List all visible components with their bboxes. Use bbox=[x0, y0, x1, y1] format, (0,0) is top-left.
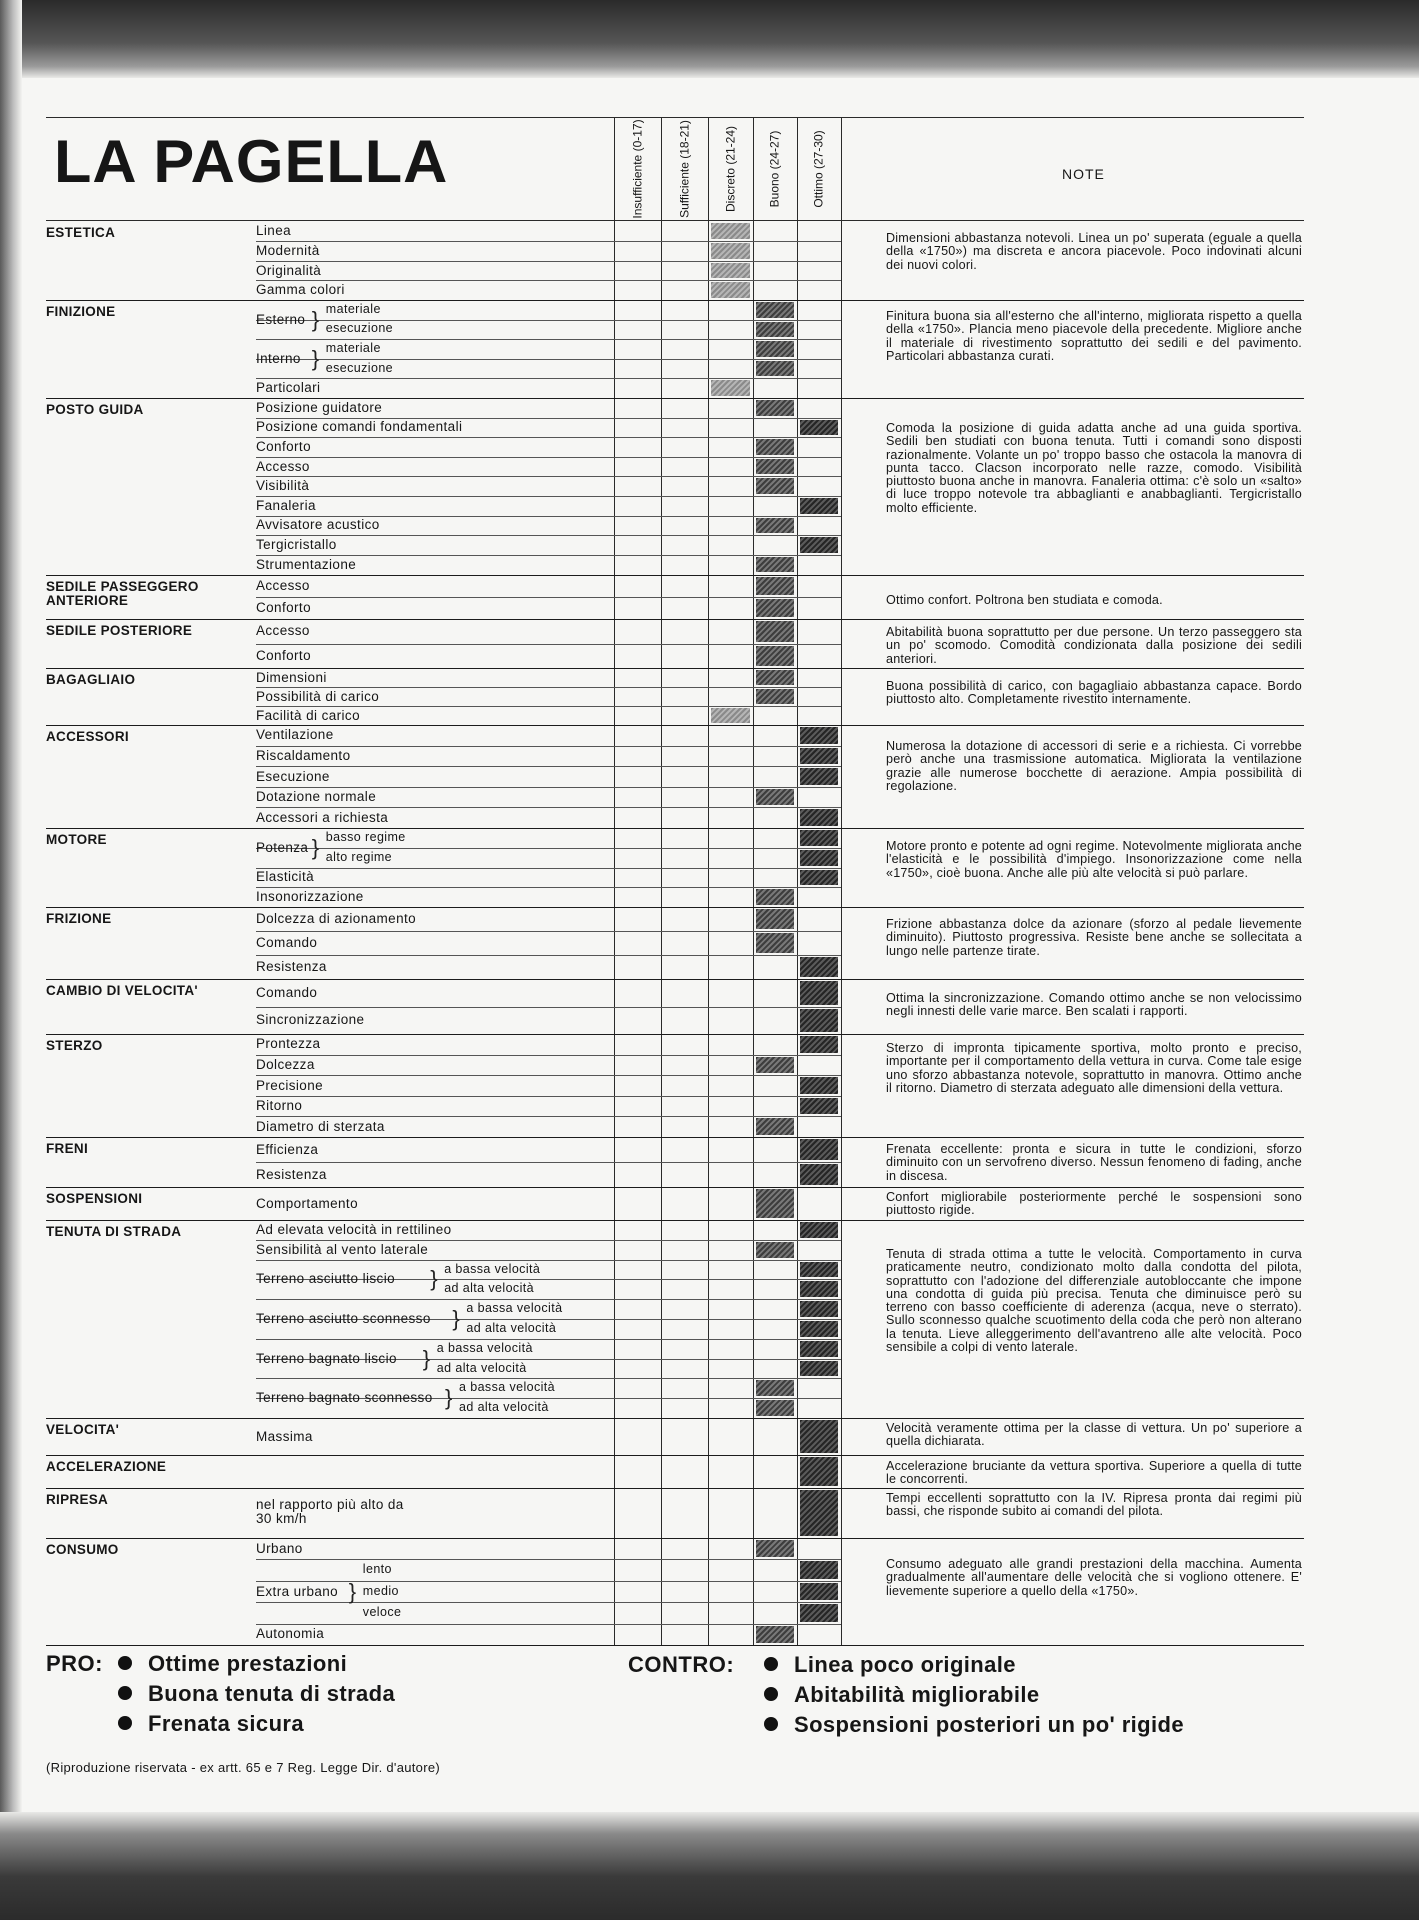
score-bar bbox=[756, 909, 794, 929]
contro-item: Abitabilità migliorabile bbox=[764, 1682, 1040, 1708]
item-label: Accesso bbox=[256, 623, 310, 639]
item-label: esecuzione bbox=[325, 321, 394, 336]
group-label: Potenza bbox=[256, 839, 309, 855]
group-label: Terreno bagnato sconnesso bbox=[256, 1390, 433, 1406]
score-bar bbox=[756, 439, 794, 455]
section-rule bbox=[46, 1455, 1304, 1456]
score-bar bbox=[756, 557, 794, 573]
item-label: Insonorizzazione bbox=[256, 889, 364, 905]
category-label: CONSUMO bbox=[46, 1542, 119, 1557]
score-bar bbox=[756, 322, 794, 338]
score-bar bbox=[800, 1301, 838, 1317]
item-label: Accesso bbox=[256, 578, 310, 593]
section-note: Ottima la sincronizzazione. Comando ottimo anche se non velocissimo negli innesti delle varie marce. Ben scalati i rapporti. bbox=[886, 991, 1302, 1019]
item-label: Comando bbox=[256, 935, 318, 950]
item-label: ad alta velocità bbox=[444, 1281, 534, 1296]
bullet-icon bbox=[118, 1716, 132, 1730]
category-label: ESTETICA bbox=[46, 225, 116, 240]
score-bar bbox=[756, 400, 794, 416]
row-rule bbox=[256, 241, 841, 242]
section-note: Comoda la posizione di guida adatta anche ad una guida sportiva. Sedili ben studiati con buona tenuta. Tutti i comandi sono disposti razionalmente. Volante un po' troppo basso che ostacola la manovra di punta tacco. Clacson incorporato nelle razze, comodo. Visibilità piuttosto buona anche in manovra. Fanaleria ottima: c'è solo un «salto» di luce troppo notevole tra abbaglianti e anabbaglianti. Tergicristallo molto efficiente. bbox=[886, 421, 1302, 515]
section-note: Dimensioni abbastanza notevoli. Linea un po' superata (eguale a quella della «1750») ma discreta e ancora piacevole. Poco indovinati alcuni dei nuovi colori. bbox=[886, 231, 1302, 272]
item-label: basso regime bbox=[325, 829, 406, 844]
category-label: VELOCITA' bbox=[46, 1422, 120, 1437]
category-label: FRIZIONE bbox=[46, 911, 112, 926]
score-bar bbox=[800, 1604, 838, 1621]
score-bar bbox=[800, 957, 838, 977]
section-rule bbox=[46, 1488, 1304, 1489]
category-label: FRENI bbox=[46, 1141, 88, 1156]
section-rule bbox=[46, 575, 1304, 576]
group-label: Interno bbox=[256, 350, 301, 366]
row-rule bbox=[256, 1602, 841, 1603]
score-bar bbox=[756, 1400, 794, 1416]
section-rule bbox=[46, 1137, 1304, 1138]
score-bar bbox=[800, 870, 838, 886]
score-bar bbox=[800, 1222, 838, 1238]
pro-item: Buona tenuta di strada bbox=[118, 1681, 395, 1707]
item-label: a bassa velocità bbox=[444, 1261, 541, 1276]
group-label: Terreno asciutto liscio bbox=[256, 1271, 396, 1287]
column-header-label: Sufficiente (18-21) bbox=[677, 120, 691, 218]
score-bar bbox=[756, 361, 794, 377]
row-rule bbox=[256, 787, 841, 788]
item-label: a bassa velocità bbox=[466, 1301, 563, 1316]
row-rule bbox=[256, 868, 841, 869]
score-bar bbox=[756, 341, 794, 357]
score-bar bbox=[800, 498, 838, 514]
category-label: POSTO GUIDA bbox=[46, 402, 144, 417]
grid-line-vertical bbox=[797, 117, 798, 1645]
item-label: esecuzione bbox=[325, 360, 394, 375]
row-rule bbox=[256, 746, 841, 747]
item-label: lento bbox=[362, 1562, 392, 1577]
row-rule bbox=[256, 437, 841, 438]
row-rule bbox=[256, 1162, 841, 1163]
column-header bbox=[661, 118, 708, 220]
score-bar bbox=[800, 1281, 838, 1297]
group-label: Terreno asciutto sconnesso bbox=[256, 1311, 431, 1326]
category-label: BAGAGLIAIO bbox=[46, 672, 136, 687]
bullet-icon bbox=[118, 1686, 132, 1700]
score-bar bbox=[800, 1583, 838, 1600]
score-bar bbox=[711, 708, 750, 723]
score-bar bbox=[756, 302, 794, 318]
scan-edge-bottom bbox=[0, 1812, 1419, 1920]
section-note: Motore pronto e potente ad ogni regime. Notevolmente migliorata anche l'elasticità e le possibilità d'impiego. Insonorizzazione come nella «1750», cioè buona. Anche alle più alte velocità si può parlare. bbox=[886, 839, 1302, 880]
row-rule bbox=[256, 706, 841, 707]
score-bar bbox=[800, 1420, 838, 1453]
item-label: alto regime bbox=[325, 849, 393, 864]
item-label: ad alta velocità bbox=[459, 1400, 549, 1415]
score-bar bbox=[756, 689, 794, 704]
category-label: SEDILE PASSEGGERO ANTERIORE bbox=[46, 579, 199, 608]
score-bar bbox=[800, 420, 838, 436]
item-label: Ad elevata velocità in rettilineo bbox=[256, 1221, 452, 1237]
page-title: LA PAGELLA bbox=[54, 128, 449, 195]
brace-icon: } bbox=[348, 1578, 357, 1604]
bullet-icon bbox=[764, 1657, 778, 1671]
item-label: Massima bbox=[256, 1428, 313, 1444]
grid-line-vertical bbox=[708, 117, 709, 1645]
header-rule bbox=[46, 220, 1304, 221]
item-label: materiale bbox=[325, 301, 381, 316]
item-label: Ritorno bbox=[256, 1098, 303, 1114]
row-rule bbox=[256, 280, 841, 281]
score-bar bbox=[800, 830, 838, 846]
score-bar bbox=[800, 981, 838, 1005]
score-bar bbox=[756, 621, 794, 642]
bullet-icon bbox=[764, 1687, 778, 1701]
item-label: Comando bbox=[256, 984, 318, 1000]
row-rule bbox=[256, 766, 841, 767]
item-label: materiale bbox=[325, 341, 381, 355]
score-bar bbox=[800, 1262, 838, 1278]
column-header bbox=[797, 118, 841, 220]
item-label: Efficienza bbox=[256, 1141, 319, 1157]
row-rule bbox=[256, 807, 841, 808]
grid-line-vertical bbox=[614, 117, 615, 1645]
item-label: Gamma colori bbox=[256, 282, 345, 298]
column-header bbox=[614, 118, 661, 220]
item-label: Elasticità bbox=[256, 869, 315, 885]
score-bar bbox=[756, 577, 794, 595]
row-rule bbox=[256, 848, 841, 849]
section-rule bbox=[46, 1220, 1304, 1221]
score-bar bbox=[800, 727, 838, 744]
column-header-label: Buono (24-27) bbox=[767, 130, 782, 208]
row-rule bbox=[256, 555, 841, 556]
scan-edge-left bbox=[0, 0, 22, 1920]
row-rule bbox=[256, 1378, 841, 1379]
item-label: Dimensioni bbox=[256, 669, 327, 685]
item-label: ad alta velocità bbox=[436, 1360, 527, 1375]
score-bar bbox=[756, 1626, 794, 1643]
section-note: Abitabilità buona soprattutto per due persone. Un terzo passeggero sta un po' scomodo. Comodità condizionata dalla posizione dei sedili anteriori. bbox=[886, 625, 1302, 666]
column-header-label: Ottimo (27-30) bbox=[811, 130, 826, 208]
category-label: ACCELERAZIONE bbox=[46, 1459, 167, 1474]
item-label: Possibilità di carico bbox=[256, 688, 380, 704]
score-bar bbox=[756, 1118, 794, 1135]
score-bar bbox=[800, 1077, 838, 1094]
score-bar bbox=[756, 889, 794, 905]
row-rule bbox=[256, 359, 841, 360]
category-label: MOTORE bbox=[46, 832, 107, 847]
row-rule bbox=[256, 955, 841, 956]
brace-icon: } bbox=[422, 1345, 431, 1371]
category-label: CAMBIO DI VELOCITA' bbox=[46, 983, 198, 998]
score-bar bbox=[800, 1321, 838, 1337]
item-label: Facilità di carico bbox=[256, 707, 360, 723]
score-bar bbox=[711, 263, 750, 279]
section-note: Frenata eccellente: pronta e sicura in tutte le condizioni, sforzo diminuito con un servofreno diverso. Nessun fenomeno di fading, anche in discesa. bbox=[886, 1142, 1302, 1183]
item-label: ad alta velocità bbox=[466, 1320, 557, 1335]
item-label: Prontezza bbox=[256, 1036, 321, 1052]
score-bar bbox=[800, 1009, 838, 1033]
brace-icon: } bbox=[452, 1306, 460, 1331]
contro-label: CONTRO: bbox=[628, 1652, 735, 1677]
section-rule bbox=[46, 979, 1304, 980]
contro-item: Linea poco originale bbox=[764, 1652, 1016, 1678]
section-note: Sterzo di impronta tipicamente sportiva, molto pronto e preciso, importante per il comportamento della vettura in curva. Come tale esige uno sforzo abbastanza notevole, soprattutto in manovra. Ottimo anche il ritorno. Diametro di sterzata adeguato alle dimensioni della vettura. bbox=[886, 1041, 1302, 1095]
category-label: FINIZIONE bbox=[46, 304, 116, 319]
item-label: Tergicristallo bbox=[256, 537, 337, 552]
score-bar bbox=[711, 243, 750, 259]
item-label: Comportamento bbox=[256, 1195, 358, 1211]
row-rule bbox=[256, 887, 841, 888]
item-label: Fanaleria bbox=[256, 497, 316, 513]
row-rule bbox=[256, 535, 841, 536]
item-label: Accesso bbox=[256, 458, 310, 474]
score-bar bbox=[800, 850, 838, 866]
column-header-label: Insufficiente (0-17) bbox=[630, 119, 644, 219]
category-label: TENUTA DI STRADA bbox=[46, 1224, 182, 1239]
score-bar bbox=[756, 670, 794, 685]
section-note: Velocità veramente ottima per la classe di vettura. Un po' superiore a quella dichiarata. bbox=[886, 1421, 1302, 1449]
section-note: Accelerazione bruciante da vettura sportiva. Superiore a quella di tutte le concorrenti. bbox=[886, 1459, 1302, 1487]
category-label: SEDILE POSTERIORE bbox=[46, 623, 193, 638]
grid-line-vertical bbox=[753, 117, 754, 1645]
group-label: Terreno bagnato liscio bbox=[256, 1350, 397, 1366]
row-rule bbox=[256, 1075, 841, 1076]
row-rule bbox=[256, 457, 841, 458]
item-label: nel rapporto più alto da 30 km/h bbox=[256, 1497, 404, 1526]
row-rule bbox=[256, 1007, 841, 1008]
score-bar bbox=[800, 768, 838, 785]
score-bar bbox=[711, 223, 750, 239]
column-header bbox=[753, 118, 797, 220]
score-bar bbox=[800, 1139, 838, 1160]
item-label: Resistenza bbox=[256, 1166, 327, 1182]
score-bar bbox=[756, 1189, 794, 1218]
score-bar bbox=[711, 380, 750, 396]
group-label: Esterno bbox=[256, 311, 306, 327]
item-label: veloce bbox=[362, 1604, 402, 1619]
score-bar bbox=[756, 518, 794, 534]
score-bar bbox=[756, 599, 794, 617]
category-label: ACCESSORI bbox=[46, 729, 129, 744]
section-rule bbox=[46, 1187, 1304, 1188]
item-label: Particolari bbox=[256, 380, 321, 396]
brace-icon: } bbox=[311, 306, 320, 332]
item-label: Posizione comandi fondamentali bbox=[256, 419, 463, 435]
item-label: Diametro di sterzata bbox=[256, 1118, 385, 1134]
item-label: Sincronizzazione bbox=[256, 1012, 365, 1028]
row-rule bbox=[256, 1339, 841, 1340]
score-bar bbox=[756, 789, 794, 806]
item-label: Urbano bbox=[256, 1540, 303, 1556]
section-rule bbox=[46, 1538, 1304, 1539]
score-bar bbox=[800, 1361, 838, 1377]
score-bar bbox=[800, 1341, 838, 1357]
item-label: Autonomia bbox=[256, 1626, 325, 1642]
section-rule bbox=[46, 1645, 1304, 1646]
item-label: Dotazione normale bbox=[256, 789, 377, 805]
contro-item: Sospensioni posteriori un po' rigide bbox=[764, 1712, 1184, 1738]
row-rule bbox=[256, 1240, 841, 1241]
item-label: Visibilità bbox=[256, 478, 310, 494]
section-note: Confort migliorabile posteriormente perché le sospensioni sono piuttosto rigide. bbox=[886, 1190, 1302, 1218]
section-rule bbox=[46, 907, 1304, 908]
item-label: medio bbox=[362, 1583, 399, 1598]
section-rule bbox=[46, 300, 1304, 301]
section-rule bbox=[46, 1034, 1304, 1035]
brace-icon: } bbox=[445, 1385, 453, 1411]
item-label: Modernità bbox=[256, 242, 320, 258]
item-label: Posizione guidatore bbox=[256, 399, 383, 415]
row-rule bbox=[256, 1559, 841, 1560]
section-note: Consumo adeguato alle grandi prestazioni della macchina. Aumenta gradualmente all'aumentare delle velocità che si vogliono ottenere. E' lievemente superiore a quello della «1750». bbox=[886, 1557, 1302, 1598]
brace-icon: } bbox=[311, 834, 320, 860]
pro-label: PRO: bbox=[46, 1651, 103, 1676]
section-note: Frizione abbastanza dolce da azionare (sforzo al pedale lievemente diminuito). Piuttosto progressiva. Resiste bene anche se sollecitata a lungo nelle partenze tirate. bbox=[886, 917, 1302, 958]
score-bar bbox=[756, 933, 794, 953]
score-bar bbox=[800, 537, 838, 553]
score-bar bbox=[800, 748, 838, 765]
copyright-notice: (Riproduzione riservata - ex artt. 65 e 7 Reg. Legge Dir. d'autore) bbox=[46, 1760, 440, 1775]
brace-icon: } bbox=[311, 345, 320, 371]
column-header-label: Discreto (21-24) bbox=[723, 125, 737, 213]
row-rule bbox=[256, 378, 841, 379]
row-rule bbox=[256, 476, 841, 477]
item-label: Accessori a richiesta bbox=[256, 809, 389, 825]
brace-icon: } bbox=[430, 1266, 438, 1292]
item-label: Conforto bbox=[256, 600, 311, 615]
row-rule bbox=[256, 1581, 841, 1582]
score-bar bbox=[756, 1057, 794, 1074]
row-rule bbox=[256, 1624, 841, 1625]
item-label: Precisione bbox=[256, 1077, 324, 1093]
category-label: SOSPENSIONI bbox=[46, 1191, 143, 1206]
score-bar bbox=[800, 1561, 838, 1578]
section-note: Ottimo confort. Poltrona ben studiata e comoda. bbox=[886, 593, 1163, 607]
score-bar bbox=[756, 478, 794, 494]
item-label: a bassa velocità bbox=[459, 1380, 556, 1395]
score-bar bbox=[756, 646, 794, 667]
section-rule bbox=[46, 668, 1304, 669]
bullet-icon bbox=[764, 1717, 778, 1731]
score-bar bbox=[800, 1457, 838, 1486]
score-bar bbox=[756, 1540, 794, 1557]
bullet-icon bbox=[118, 1656, 132, 1670]
category-label: RIPRESA bbox=[46, 1492, 109, 1507]
row-rule bbox=[256, 1096, 841, 1097]
item-label: Dolcezza di azionamento bbox=[256, 911, 417, 926]
section-note: Tempi eccellenti soprattutto con la IV. Ripresa pronta dai regimi più bassi, che risponde subito ai comandi del pilota. bbox=[886, 1491, 1302, 1519]
grid-line-vertical bbox=[661, 117, 662, 1645]
item-label: Esecuzione bbox=[256, 768, 330, 784]
score-bar bbox=[711, 282, 750, 298]
score-bar bbox=[756, 1242, 794, 1258]
score-bar bbox=[800, 1036, 838, 1053]
item-label: Avvisatore acustico bbox=[256, 517, 380, 533]
row-rule bbox=[256, 1116, 841, 1117]
section-note: Buona possibilità di carico, con bagagliaio abbastanza capace. Bordo piuttosto alto. Completamente rivestito internamente. bbox=[886, 679, 1302, 707]
row-rule bbox=[256, 1055, 841, 1056]
category-label: STERZO bbox=[46, 1038, 103, 1053]
score-bar bbox=[800, 809, 838, 826]
group-label: Extra urbano bbox=[256, 1583, 339, 1599]
column-header bbox=[708, 118, 753, 220]
section-rule bbox=[46, 828, 1304, 829]
pro-item: Ottime prestazioni bbox=[118, 1651, 347, 1677]
section-rule bbox=[46, 725, 1304, 726]
score-bar bbox=[800, 1098, 838, 1115]
section-rule bbox=[46, 1418, 1304, 1419]
item-label: Conforto bbox=[256, 647, 311, 663]
scan-edge-top bbox=[0, 0, 1419, 78]
row-rule bbox=[256, 644, 841, 645]
section-note: Numerosa la dotazione di accessori di serie e a richiesta. Ci vorrebbe però anche una trasmissione automatica. Migliorata la ventilazione grazie alle numerose bocchette di aerazione. Ampia possibilità di regolazione. bbox=[886, 739, 1302, 793]
score-bar bbox=[800, 1490, 838, 1536]
item-label: Riscaldamento bbox=[256, 747, 351, 763]
item-label: a bassa velocità bbox=[436, 1340, 533, 1355]
item-label: Resistenza bbox=[256, 959, 327, 974]
pro-item: Frenata sicura bbox=[118, 1711, 304, 1737]
score-bar bbox=[756, 1380, 794, 1396]
row-rule bbox=[256, 687, 841, 688]
item-label: Originalità bbox=[256, 262, 322, 278]
item-label: Strumentazione bbox=[256, 556, 357, 572]
row-rule bbox=[256, 261, 841, 262]
item-label: Conforto bbox=[256, 439, 311, 454]
item-label: Sensibilità al vento laterale bbox=[256, 1241, 429, 1257]
item-label: Dolcezza bbox=[256, 1056, 315, 1072]
item-label: Ventilazione bbox=[256, 727, 334, 743]
notes-header: NOTE bbox=[1062, 166, 1105, 182]
score-bar bbox=[756, 459, 794, 475]
row-rule bbox=[256, 496, 841, 497]
row-rule bbox=[256, 597, 841, 598]
row-rule bbox=[256, 931, 841, 932]
section-rule bbox=[46, 619, 1304, 620]
grid-line-vertical bbox=[841, 117, 842, 1645]
score-bar bbox=[800, 1164, 838, 1185]
row-rule bbox=[256, 1260, 841, 1261]
section-note: Tenuta di strada ottima a tutte le velocità. Comportamento in curva praticamente neutro, condizionato molto dalla condotta del pilota, soprattutto con l'adozione del differenziale autobloccante che impone una condotta di guida più precisa. Tenuta che diminuisce però su terreno con basso coefficiente di aderenza (acqua, neve o sterrato). Sullo sconnesso qualche scuotimento della coda che però non alterano la tenuta. Lieve alleggerimento dell'avantreno alle alte velocità. Poco sensibile a colpi di vento laterale. bbox=[886, 1247, 1302, 1355]
row-rule bbox=[256, 1299, 841, 1300]
section-rule bbox=[46, 398, 1304, 399]
item-label: Linea bbox=[256, 222, 292, 238]
section-note: Finitura buona sia all'esterno che all'interno, migliorata rispetto a quella della «1750». Plancia meno piacevole della precedente. Migliore anche il materiale di rivestimento soprattutto dei sedili e del pavimento. Particolari abbastanza curati. bbox=[886, 309, 1302, 363]
